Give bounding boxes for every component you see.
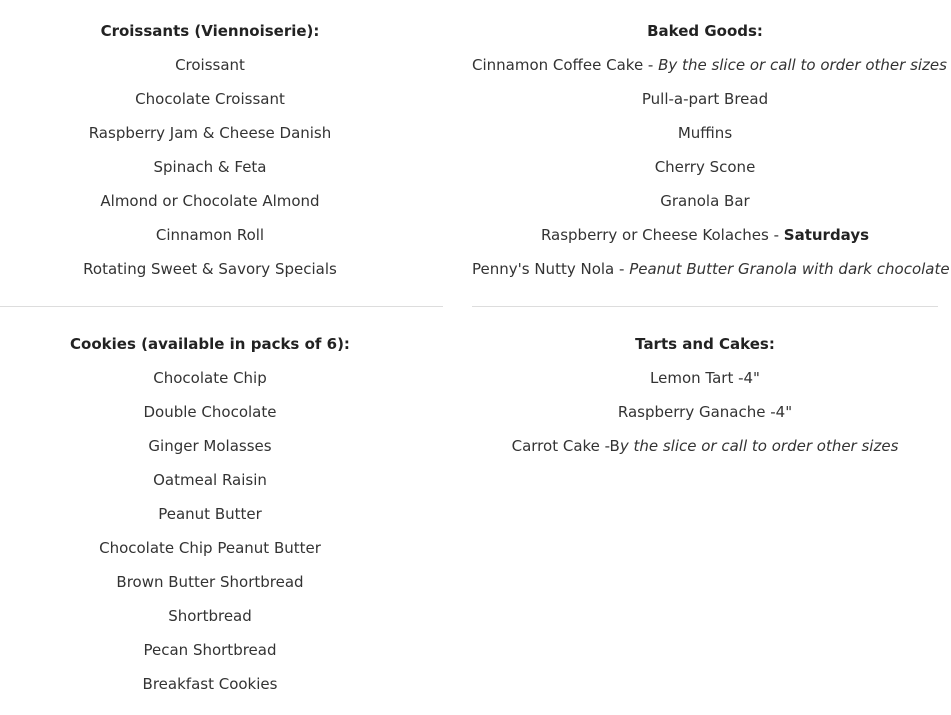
menu-item bbox=[472, 116, 938, 150]
item-name: Penny's Nutty Nola - bbox=[472, 260, 630, 278]
menu-item bbox=[472, 184, 938, 218]
croissants-section bbox=[0, 14, 443, 286]
menu-item bbox=[472, 361, 938, 395]
menu-item: Oatmeal Raisin bbox=[153, 471, 267, 489]
item-emphasis: Saturdays bbox=[783, 226, 870, 244]
item-name: Carrot Cake -B bbox=[511, 437, 620, 455]
menu-item: Chocolate Croissant bbox=[135, 90, 285, 108]
cookies-heading: Cookies (available in packs of 6): bbox=[70, 335, 350, 353]
cookies-section bbox=[0, 327, 443, 701]
menu-item bbox=[472, 218, 938, 252]
item-name: Cinnamon Coffee Cake - bbox=[472, 56, 659, 74]
baked-goods-heading: Baked Goods: bbox=[647, 22, 763, 40]
item-note: By the slice or call to order other sizes bbox=[658, 56, 947, 74]
item-name: Cherry Scone bbox=[654, 158, 756, 176]
menu-item: Breakfast Cookies bbox=[142, 675, 278, 693]
section-divider bbox=[0, 306, 443, 307]
menu-item: Spinach & Feta bbox=[153, 158, 267, 176]
item-name: Lemon Tart -4" bbox=[650, 369, 760, 387]
menu-item: Almond or Chocolate Almond bbox=[100, 192, 320, 210]
tarts-cakes-section bbox=[472, 327, 938, 463]
item-name: Pull-a-part Bread bbox=[641, 90, 769, 108]
croissants-heading: Croissants (Viennoiserie): bbox=[100, 22, 320, 40]
item-note: Peanut Butter Granola with dark chocolate bbox=[629, 260, 950, 278]
menu-item: Shortbread bbox=[168, 607, 252, 625]
menu-item bbox=[472, 252, 950, 286]
menu-item: Chocolate Chip Peanut Butter bbox=[99, 539, 321, 557]
menu-item: Chocolate Chip bbox=[153, 369, 267, 387]
tarts-cakes-heading: Tarts and Cakes: bbox=[635, 335, 775, 353]
menu-item bbox=[472, 48, 947, 82]
section-divider bbox=[472, 306, 938, 307]
item-name: Raspberry or Cheese Kolaches - bbox=[540, 226, 784, 244]
menu-item: Ginger Molasses bbox=[148, 437, 272, 455]
menu-item: Double Chocolate bbox=[143, 403, 277, 421]
item-name: Muffins bbox=[677, 124, 733, 142]
menu-item: Rotating Sweet & Savory Specials bbox=[83, 260, 337, 278]
menu-item: Croissant bbox=[175, 56, 245, 74]
item-note: y the slice or call to order other sizes bbox=[619, 437, 899, 455]
item-name: Granola Bar bbox=[660, 192, 750, 210]
menu-item: Raspberry Jam & Cheese Danish bbox=[88, 124, 332, 142]
baked-goods-section bbox=[472, 14, 950, 286]
menu-item bbox=[472, 395, 938, 429]
menu-item bbox=[472, 429, 938, 463]
menu-item bbox=[472, 82, 938, 116]
menu-item: Peanut Butter bbox=[158, 505, 262, 523]
menu-item: Pecan Shortbread bbox=[143, 641, 277, 659]
item-name: Raspberry Ganache -4" bbox=[617, 403, 793, 421]
menu-item: Brown Butter Shortbread bbox=[116, 573, 304, 591]
menu-item: Cinnamon Roll bbox=[155, 226, 265, 244]
menu-item bbox=[472, 150, 938, 184]
